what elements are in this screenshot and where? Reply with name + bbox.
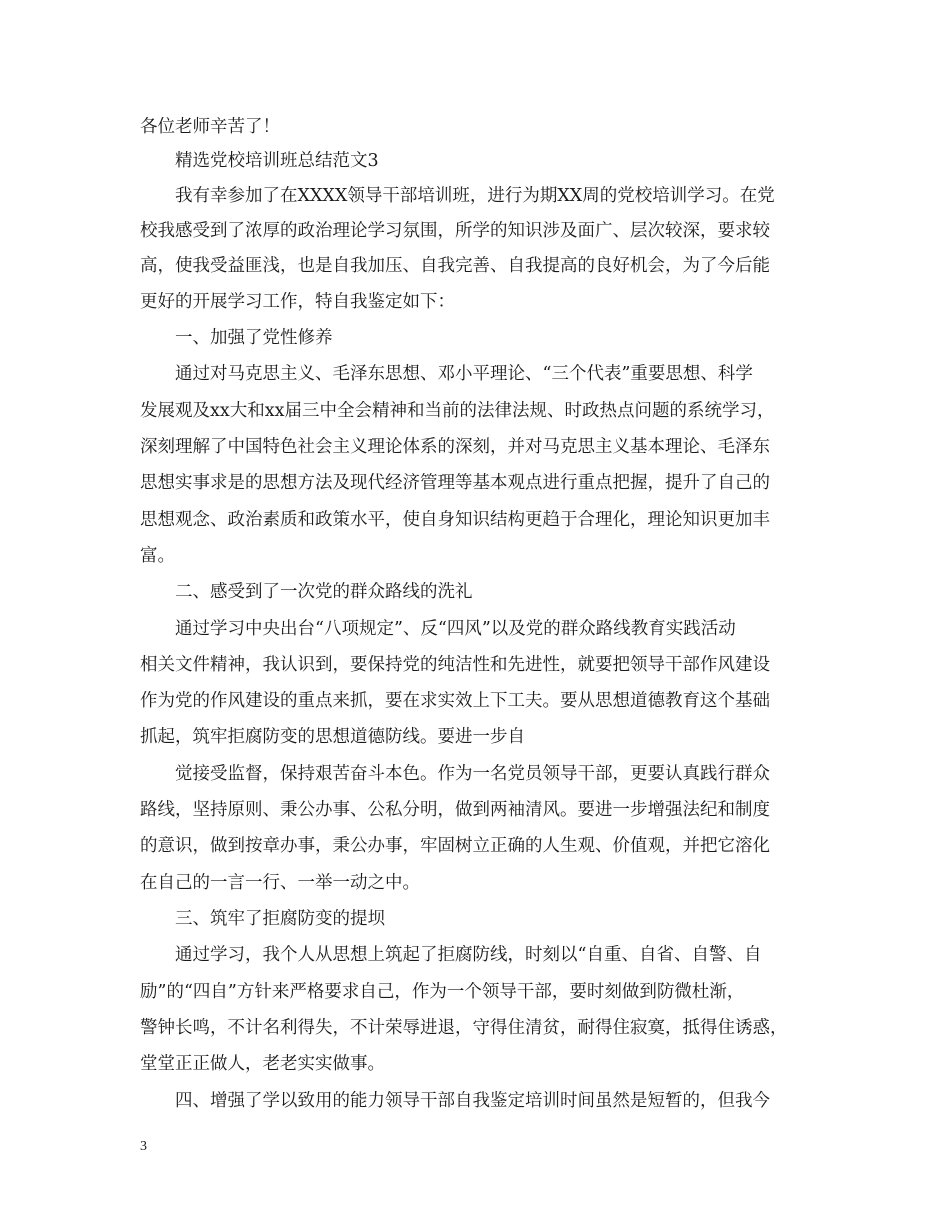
paragraph-line: 更好的开展学习工作，特自我鉴定如下： <box>140 292 455 312</box>
paragraph-line: 各位老师辛苦了！ <box>140 117 280 137</box>
page-number: 3 <box>140 1139 147 1154</box>
paragraph-line: 校我感受到了浓厚的政治理论学习氛围，所学的知识涉及面广、层次较深，要求较 <box>140 221 770 241</box>
paragraph-line: 思想观念、政治素质和政策水平，使自身知识结构更趋于合理化，理论知识更加丰 <box>140 510 770 530</box>
section-title: 精选党校培训班总结范文3 <box>175 151 379 171</box>
paragraph-line: 抓起，筑牢拒腐防变的思想道德防线。要进一步自 <box>140 727 525 747</box>
section-heading: 二、感受到了一次党的群众路线的洗礼 <box>175 582 473 602</box>
paragraph-line: 相关文件精神，我认识到，要保持党的纯洁性和先进性，就要把领导干部作风建设 <box>140 655 770 675</box>
paragraph-line: 通过学习中央出台“八项规定”、反“四风”以及党的群众路线教育实践活动 <box>175 619 736 639</box>
section-heading: 三、筑牢了拒腐防变的提坝 <box>175 909 385 929</box>
paragraph-line: 作为党的作风建设的重点来抓，要在求实效上下工夫。要从思想道德教育这个基础 <box>140 691 770 711</box>
paragraph-line: 通过学习，我个人从思想上筑起了拒腐防线，时刻以“自重、自省、自警、自 <box>175 945 762 965</box>
paragraph-line: 在自己的一言一行、一举一动之中。 <box>140 873 420 893</box>
section-heading: 一、加强了党性修养 <box>175 328 333 348</box>
paragraph-line: 发展观及xx大和xx届三中全会精神和当前的法律法规、时政热点问题的系统学习， <box>140 401 775 421</box>
paragraph-line: 堂堂正正做人，老老实实做事。 <box>140 1054 385 1074</box>
paragraph-line: 的意识，做到按章办事，秉公办事，牢固树立正确的人生观、价值观，并把它溶化 <box>140 836 770 856</box>
paragraph-line: 警钟长鸣，不计名利得失，不计荣辱进退，守得住清贫，耐得住寂寞，抵得住诱惑， <box>140 1018 788 1038</box>
paragraph-line: 励”的“四自”方针来严格要求自己，作为一个领导干部，要时刻做到防微杜渐， <box>140 982 745 1002</box>
paragraph-line: 觉接受监督，保持艰苦奋斗本色。作为一名党员领导干部，更要认真践行群众 <box>175 764 770 784</box>
section-heading: 四、增强了学以致用的能力领导干部自我鉴定培训时间虽然是短暂的，但我今 <box>175 1091 770 1111</box>
paragraph-line: 思想实事求是的思想方法及现代经济管理等基本观点进行重点把握，提升了自己的 <box>140 473 770 493</box>
paragraph-line: 深刻理解了中国特色社会主义理论体系的深刻，并对马克思主义基本理论、毛泽东 <box>140 437 770 457</box>
paragraph-line: 路线，坚持原则、秉公办事、公私分明，做到两袖清风。要进一步增强法纪和制度 <box>140 800 770 820</box>
paragraph-line: 我有幸参加了在XXXX领导干部培训班，进行为期XX周的党校培训学习。在党 <box>175 186 775 206</box>
paragraph-line: 富。 <box>140 546 175 566</box>
paragraph-line: 高，使我受益匪浅，也是自我加压、自我完善、自我提高的良好机会，为了今后能 <box>140 256 770 276</box>
paragraph-line: 通过对马克思主义、毛泽东思想、邓小平理论、“三个代表”重要思想、科学 <box>175 364 753 384</box>
